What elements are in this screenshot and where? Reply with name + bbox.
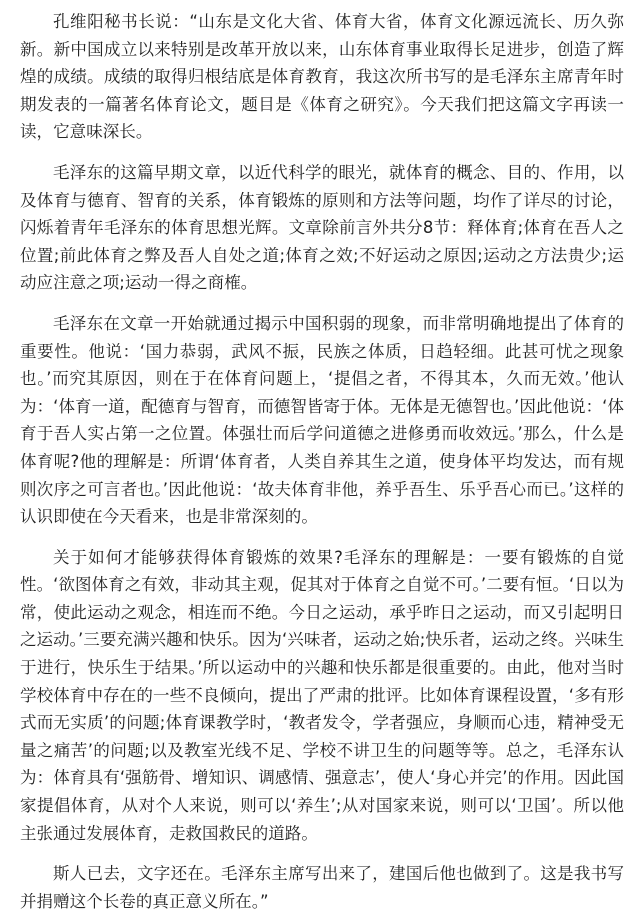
paragraph-importance: 毛泽东在文章一开始就通过揭示中国积弱的现象，而非常明确地提出了体育的重要性。他说：‘国力恭弱，武风不振，民族之体质，日趋轻细。此甚可忧之现象也。’而究其原因，则在于在体育问题上，‘提倡之者，不得其本，久而无效。’他认为：‘体育一道，配德育与智育，而德智皆寄于体。无体是无德智也。’因此他说：‘体育于吾人实占第一之位置。体强壮而后学问道德之进修勇而收效远。’那么，什么是体育呢?他的理解是：所谓‘体育者，人类自养其生之道，使身体平均发达，而有规则次序之可言者也。’因此他说：‘故夫体育非他，养乎吾生、乐乎吾心而已。’这样的认识即使在今天看来，也是非常深刻的。 <box>20 313 624 527</box>
paragraph-closing: 斯人已去，文字还在。毛泽东主席写出来了，建国后他也做到了。这是我书写并捐赠这个长卷的真正意义所在。” <box>20 864 624 911</box>
paragraph-overview: 毛泽东的这篇早期文章，以近代科学的眼光，就体育的概念、目的、作用，以及体育与德育、智育的关系，体育锻炼的原则和方法等问题，均作了详尽的讨论，闪烁着青年毛泽东的体育思想光辉。文章除前言外共分8节：释体育;体育在吾人之位置;前此体育之弊及吾人自处之道;体育之效;不好运动之原因;运动之方法贵少;运动应注意之项;运动一得之商榷。 <box>20 162 624 293</box>
article-body <box>20 8 624 915</box>
paragraph-intro: 孔维阳秘书长说：“山东是文化大省、体育大省，体育文化源远流长、历久弥新。新中国成立以来特别是改革开放以来，山东体育事业取得长足进步，创造了辉煌的成绩。成绩的取得归根结底是体育教育，我这次所书写的是毛泽东主席青年时期发表的一篇著名体育论文，题目是《体育之研究》。今天我们把这篇文字再读一读，它意味深长。 <box>20 12 624 142</box>
paragraph-methods: 关于如何才能够获得体育锻炼的效果?毛泽东的理解是：一要有锻炼的自觉性。‘欲图体育之有效，非动其主观，促其对于体育之自觉不可。’二要有恒。‘日以为常，使此运动之观念，相连而不绝。今日之运动，承乎昨日之运动，而又引起明日之运动。’三要充满兴趣和快乐。因为‘兴味者，运动之始;快乐者，运动之终。兴味生于进行，快乐生于结果。’所以运动中的兴趣和快乐都是很重要的。由此，他对当时学校体育中存在的一些不良倾向，提出了严肃的批评。比如体育课程设置，‘多有形式而无实质’的问题;体育课教学时，‘教者发令，学者强应，身顺而心违，精神受无量之痛苦’的问题;以及教室光线不足、学校不讲卫生的问题等等。总之，毛泽东认为：体育具有‘强筋骨、增知识、调感情、强意志’，使人‘身心并完’的作用。因此国家提倡体育，从对个人来说，则可以‘养生’;从对国家来说，则可以‘卫国’。所以他主张通过发展体育，走救国救民的道路。 <box>20 547 624 843</box>
